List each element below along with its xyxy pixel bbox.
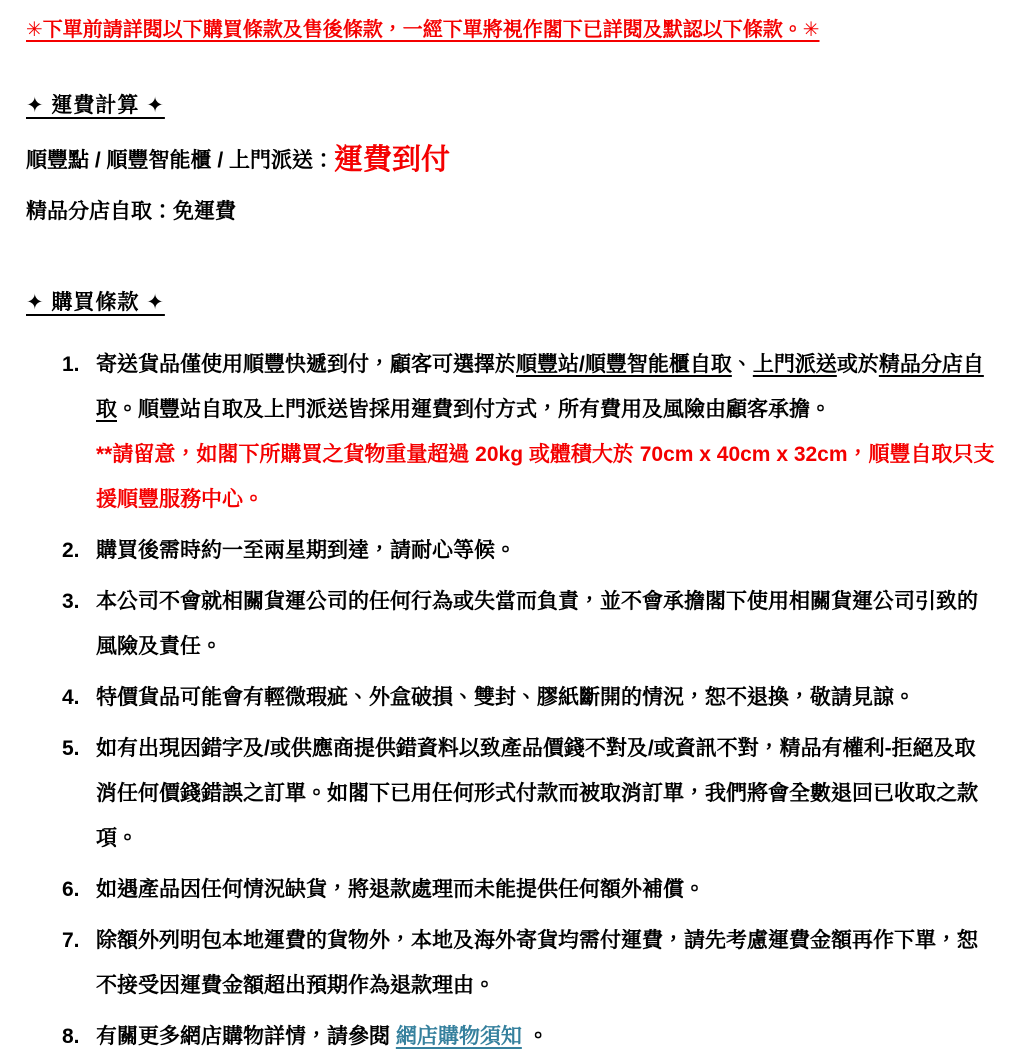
purchase-terms-heading: ✦ 購買條款 ✦	[26, 291, 165, 314]
term-text	[96, 579, 996, 669]
text-segment: 上門派送	[752, 353, 837, 376]
term-number: 8.	[62, 1025, 80, 1048]
top-notice: ✳下單前請詳閱以下購買條款及售後條款，一經下單將視作閣下已詳閱及默認以下條款。✳	[26, 19, 820, 41]
term-item-5	[62, 726, 996, 861]
text-segment: 如遇產品因任何情況缺貨，將退款處理而未能提供任何額外補償。	[96, 878, 705, 901]
term-text	[96, 726, 996, 861]
shipping-method-line	[26, 143, 996, 178]
term-number: 2.	[62, 539, 80, 562]
freight-collect-value: 運費到付	[334, 144, 451, 176]
text-segment: 。	[521, 1025, 549, 1048]
text-segment: 購買後需時約一至兩星期到達，請耐心等候。	[96, 539, 516, 562]
term-text	[96, 675, 996, 720]
store-pickup-line: 精品分店自取：免運費	[26, 200, 236, 223]
term-text	[96, 342, 996, 432]
term-text	[96, 528, 996, 573]
store-shopping-guide-link[interactable]: 網店購物須知	[395, 1025, 522, 1048]
term-text	[96, 918, 996, 1008]
weight-limit-note: **請留意，如閣下所購買之貨物重量超過 20kg 或體積大於 70cm x 40cm x 32cm，順豐自取只支援順豐服務中心。	[96, 443, 995, 511]
term-number: 1.	[62, 353, 80, 376]
term-text	[96, 1014, 996, 1059]
text-segment: 精品分店自取	[96, 353, 984, 421]
term-number: 6.	[62, 878, 80, 901]
text-segment: 有關更多網店購物詳情，請參閱	[96, 1025, 396, 1048]
term-number: 4.	[62, 686, 80, 709]
term-item-1	[62, 342, 996, 522]
terms-list	[26, 342, 996, 1059]
shipping-calc-heading: ✦ 運費計算 ✦	[26, 94, 165, 117]
term-number: 5.	[62, 737, 80, 760]
term-text	[96, 867, 996, 912]
term-item-2	[62, 528, 996, 573]
text-segment: 或於	[836, 353, 879, 376]
text-segment: 。順豐站自取及上門派送皆採用運費到付方式，所有費用及風險由顧客承擔。	[117, 398, 831, 421]
text-segment: 如有出現因錯字及/或供應商提供錯資料以致產品價錢不對及/或資訊不對，精品有權利-拒絕及取消任何價錢錯誤之訂單。如閣下已用任何形式付款而被取消訂單，我們將會全數退回已收取之款項。	[96, 737, 978, 850]
text-segment: 寄送貨品僅使用順豐快遞到付，顧客可選擇於	[96, 353, 516, 376]
term-item-4	[62, 675, 996, 720]
term-number: 7.	[62, 929, 80, 952]
term-item-6	[62, 867, 996, 912]
term-item-8	[62, 1014, 996, 1059]
term-item-3	[62, 579, 996, 669]
text-segment: 特價貨品可能會有輕微瑕疵、外盒破損、雙封、膠紙斷開的情況，恕不退換，敬請見諒。	[96, 686, 915, 709]
text-segment: 除額外列明包本地運費的貨物外，本地及海外寄貨均需付運費，請先考慮運費金額再作下單，恕不接受因運費金額超出預期作為退款理由。	[96, 929, 978, 997]
text-segment: 順豐站/順豐智能櫃自取	[516, 353, 732, 376]
shipping-method-label: 順豐點 / 順豐智能櫃 / 上門派送：	[26, 149, 335, 172]
text-segment: 、	[731, 353, 753, 376]
text-segment: 本公司不會就相關貨運公司的任何行為或失當而負責，並不會承擔閣下使用相關貨運公司引致的風險及責任。	[96, 590, 978, 658]
term-number: 3.	[62, 590, 80, 613]
term-item-7	[62, 918, 996, 1008]
